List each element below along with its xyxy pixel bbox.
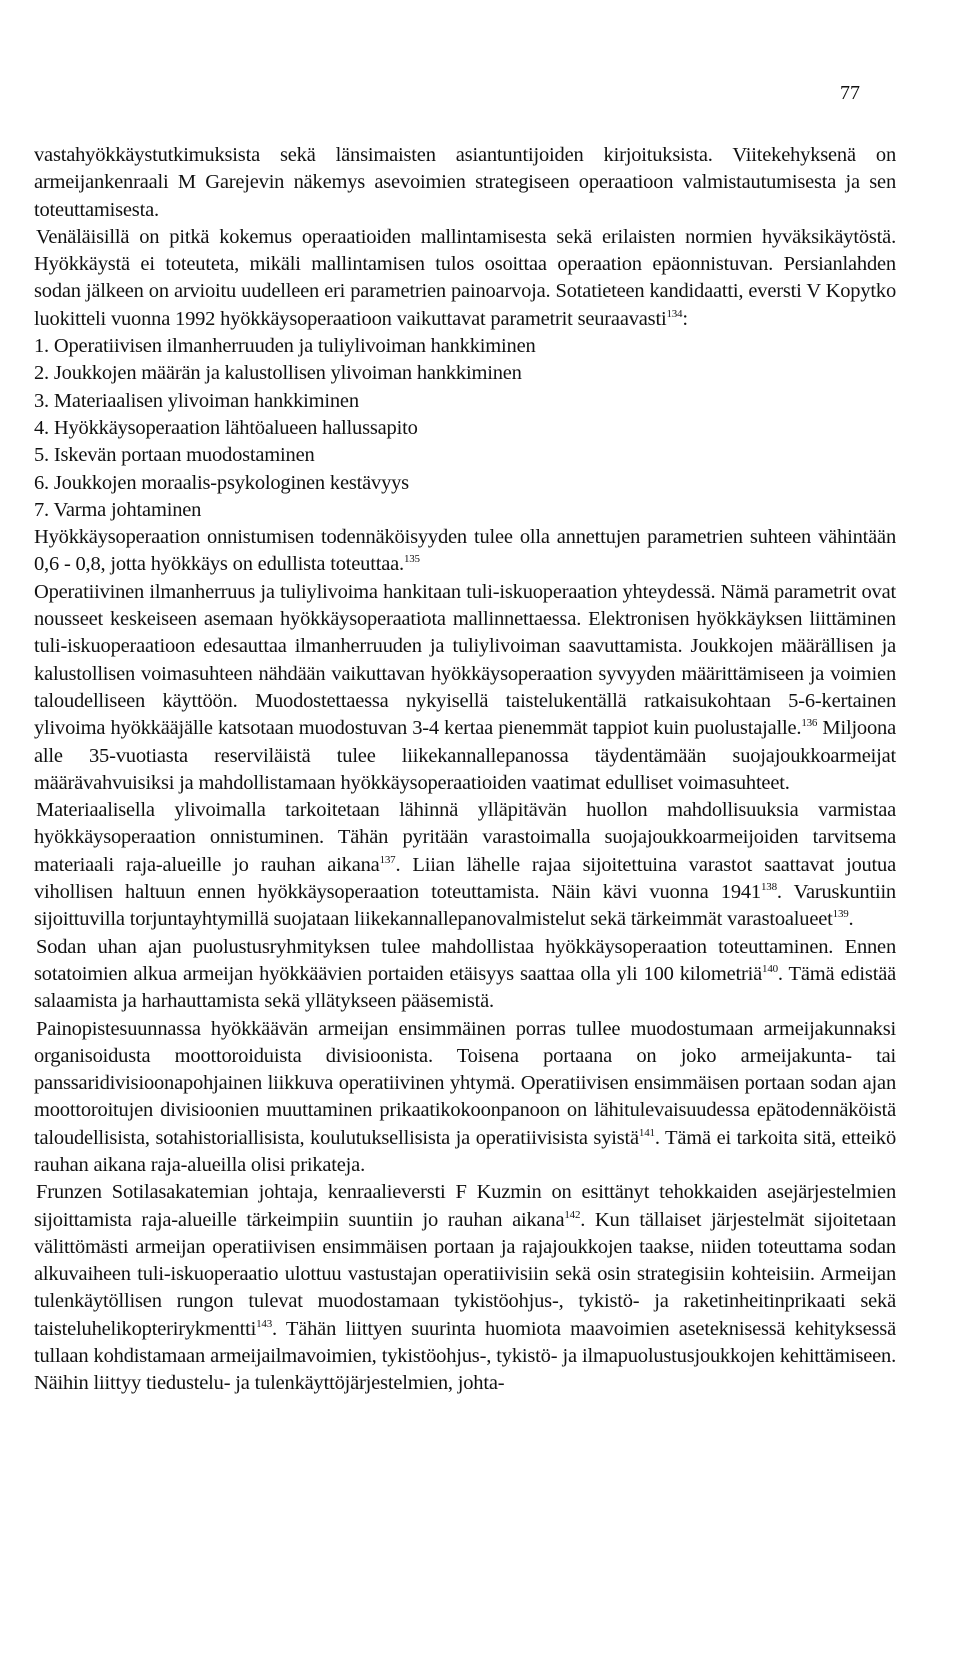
paragraph-3-text: Hyökkäysoperaation onnistumisen todennäköisyyden tulee olla annettujen parametrien suhteen vähintään 0,6 - 0,8, jotta hyökkäys on edullista toteuttaa.	[34, 526, 896, 576]
list-item: 1. Operatiivisen ilmanherruuden ja tuliylivoiman hankkiminen	[34, 335, 536, 358]
paragraph-6-text-a: Sodan uhan ajan puolustusryhmityksen tulee mahdollistaa hyökkäysoperaation toteuttaminen. Ennen sotatoimien alkua armeijan hyökkäävien portaiden etäisyys saattaa olla yli 100 kilometriä	[34, 935, 896, 985]
list-item: 5. Iskevän portaan muodostaminen	[34, 444, 315, 467]
paragraph-7	[34, 1016, 896, 1180]
list-intro-colon: :	[682, 307, 688, 330]
footnote-ref: 140	[762, 963, 778, 976]
footnote-ref: 143	[256, 1317, 273, 1330]
paragraph-3	[34, 524, 896, 579]
footnote-ref: 139	[832, 908, 849, 921]
footnote-ref: 134	[666, 307, 683, 320]
paragraph-8-text-b: . Kun tällaiset järjestelmät sijoitetaan välittömästi armeijan operatiivisen ensimmäisen portaan ja rajajoukkojen taakse, niiden toteuttama sodan alkuvaiheen tuli-iskuoperaatio ulottuu vastustajan operatiivisiin sekä osin strategisiin kohteisiin. Armeijan tulenkäytöllisen rungon tulevat muodostamaan tykistöohjus-, tykistö- ja raketinheitinprikaati sekä taisteluhelikopterirykmentti	[34, 1208, 897, 1340]
page-number: 77	[840, 82, 860, 104]
paragraph-2-text: Venäläisillä on pitkä kokemus operaatioiden mallintamisesta sekä erilaisten normien hyväksikäytöstä. Hyökkäystä ei toteuteta, mikäli mallintamisen tulos osoittaa operaation epäonnistuvan. Persianlahden sodan jälkeen on arvioitu uudelleen eri parametrien painoarvoja. Sotatieteen kandidaatti, eversti V Kopytko luokitteli vuonna 1992 hyökkäysoperaatioon vaikuttavat parametrit seuraavasti	[34, 225, 896, 330]
paragraph-8-text-c: . Tähän liittyen suurinta huomiota maavoimien aseteknisessä kehityksessä tullaan kohdistamaan armeijailmavoimien, tykistöohjus-, tykistö- ja ilmapuolustusjoukkojen kehittämiseen. Näihin liittyy tiedustelu- ja tulenkäyttöjärjestelmien, johta-	[34, 1317, 896, 1395]
footnote-ref: 136	[801, 717, 818, 730]
paragraph-1: vastahyökkäystutkimuksista sekä länsimaisten asiantuntijoiden kirjoituksista. Viitekehyksenä on armeijankenraali M Garejevin näkemys asevoimien strategiseen operaatioon valmistautumisesta ja sen toteuttamisesta.	[34, 144, 896, 221]
body-text	[34, 142, 896, 1398]
paragraph-2	[34, 224, 896, 333]
paragraph-8	[34, 1179, 896, 1397]
paragraph-5-text-a: Materiaalisella ylivoimalla tarkoitetaan lähinnä ylläpitävän huollon mahdollisuuksia varmistaa hyökkäysoperaation onnistuminen. Tähän pyritään varastoimalla suojajoukkoarmeijoiden tarvitsema materiaali raja-alueille jo rauhan aikana	[34, 799, 896, 876]
paragraph-5-text-c: . Varuskuntiin sijoittuvilla torjuntayhtymillä suojataan liikekannallepanovalmistelut sekä tärkeimmät varastoalueet	[34, 881, 896, 931]
paragraph-8-text-a: Frunzen Sotilasakatemian johtaja, kenraalieversti F Kuzmin on esittänyt tehokkaiden asejärjestelmien sijoittamista raja-alueille tärkeimpiin suuntiin jo rauhan aikana	[34, 1181, 896, 1231]
paragraph-5-text-d: .	[848, 908, 854, 931]
paragraph-7-text-b: . Tämä ei tarkoita sitä, etteikö rauhan aikana raja-alueilla olisi prikateja.	[34, 1126, 896, 1176]
footnote-ref: 138	[760, 881, 777, 894]
paragraph-6	[34, 934, 896, 1016]
list-item: 4. Hyökkäysoperaation lähtöalueen hallussapito	[34, 416, 418, 439]
list-item: 3. Materiaalisen ylivoiman hankkiminen	[34, 389, 359, 412]
paragraph-5-text-b: . Liian lähelle rajaa sijoitettuina varastot saattavat joutua vihollisen haltuun ennen hyökkäysoperaation toteuttamista. Näin kävi vuonna 1941	[34, 853, 896, 904]
paragraph-4-text-a: Operatiivinen ilmanherruus ja tuliylivoima hankitaan tuli-iskuoperaation yhteydessä. Nämä parametrit ovat nousseet keskeiseen asemaan hyökkäysoperaatiota mallinnettaessa. Elektronisen hyökkäyksen liittäminen tuli-iskuoperaatioon edesauttaa ilmanherruuden ja tuliylivoiman saavuttamista. Joukkojen määrällisen ja kalustollisen voimasuhteen nähdään vaikuttavan hyökkäysoperaation syvyyden määrittämiseen ja voimien taloudelliseen käyttöön. Muodostettaessa nykyisellä taistelukentällä ratkaisukohtaan 5-6-kertainen ylivoima hyökkääjälle katsotaan muodostuvan 3-4 kertaa pienemmät tappiot kuin puolustajalle.	[34, 580, 896, 740]
paragraph-5	[34, 797, 896, 933]
parameter-list	[34, 333, 896, 524]
footnote-ref: 137	[379, 853, 396, 866]
list-item: 2. Joukkojen määrän ja kalustollisen ylivoiman hankkiminen	[34, 362, 522, 385]
footnote-ref: 135	[403, 553, 420, 566]
footnote-ref: 142	[564, 1208, 581, 1221]
footnote-ref: 141	[638, 1126, 655, 1139]
paragraph-7-text-a: Painopistesuunnassa hyökkäävän armeijan ensimmäinen porras tullee muodostumaan armeijakunnaksi organisoidusta moottoroiduista divisioonista. Toisena portaana on joko armeijakunta- tai panssaridivisioonapohjainen liikkuva operatiivinen yhtymä. Operatiivisen ensimmäisen portaan sodan ajan moottoroitujen divisioonien muuttaminen prikaatikokoonpanoon on lähitulevaisuudessa epätodennäköistä taloudellisista, sotahistoriallisista, koulutuksellisista ja operatiivisista syistä	[34, 1017, 896, 1149]
paragraph-4-text-b: Miljoona alle 35-vuotiasta reserviläistä tulee liikekannallepanossa täydentämään suojajoukkoarmeijat määrävahvuisiksi ja mahdollistamaan hyökkäysoperaatioiden vaatimat edulliset voimasuhteet.	[34, 717, 896, 794]
paragraph-4	[34, 579, 896, 797]
list-item: 7. Varma johtaminen	[34, 498, 202, 521]
paragraph-6-text-b: . Tämä edistää salaamista ja harhauttamista sekä yllätykseen pääsemistä.	[34, 962, 896, 1013]
list-item: 6. Joukkojen moraalis-psykologinen kestävyys	[34, 471, 409, 494]
